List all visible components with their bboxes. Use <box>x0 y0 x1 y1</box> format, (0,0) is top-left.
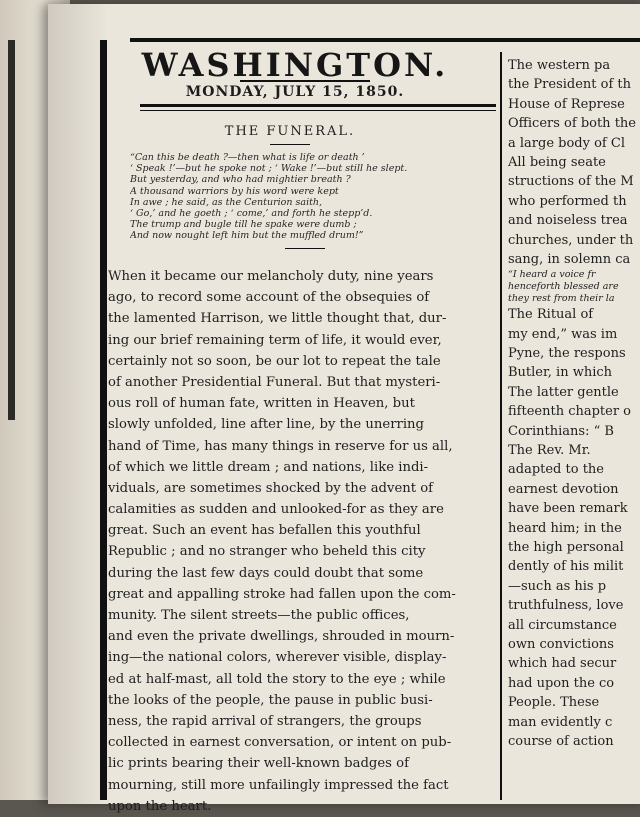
article-title: THE FUNERAL. <box>224 124 356 139</box>
poem-block <box>130 152 500 242</box>
body-line: and even the private dwellings, shrouded in mourn- <box>108 629 455 645</box>
right-line: All being seate <box>508 154 606 170</box>
poem-line: The trump and bugle till he spake were dumb ; <box>130 219 357 231</box>
right-line: sang, in solemn ca <box>508 251 631 267</box>
body-line: mourning, still more unfailingly impressed the fact <box>108 777 449 793</box>
right-line-small: henceforth blessed are <box>508 281 619 293</box>
right-line: The Ritual of <box>508 307 594 323</box>
right-line: dently of his milit <box>508 559 624 575</box>
body-line: munity. The silent streets—the public offices, <box>108 608 410 623</box>
body-line: hand of Time, has many things in reserve for us all, <box>108 438 453 454</box>
body-line: ness, the rapid arrival of strangers, the groups <box>108 713 422 729</box>
body-line: great. Such an event has befallen this youthful <box>108 523 421 539</box>
right-line: who performed th <box>508 193 627 209</box>
body-line: collected in earnest conversation, or intent on pub- <box>108 735 452 751</box>
right-line: structions of the M <box>508 174 634 190</box>
body-line: of another Presidential Funeral. But that mysteri- <box>108 374 441 390</box>
body-line: of which we little dream ; and nations, like indi- <box>108 459 429 475</box>
right-line: heard him; in the <box>508 520 622 536</box>
right-line: truthfulness, love <box>508 598 624 614</box>
right-line: which had secur <box>508 656 617 672</box>
right-line: and noiseless trea <box>508 213 628 229</box>
right-line: a large body of Cl <box>508 135 625 151</box>
body-line: When it became our melancholy duty, nine years <box>108 269 434 284</box>
poem-line: And now nought left him but the muffled drum!” <box>130 230 364 242</box>
right-line: own convictions <box>508 636 614 652</box>
left-column-rule <box>100 40 107 800</box>
body-line: ago, to record some account of the obsequies of <box>108 290 430 306</box>
poem-line: ‘ Speak !’—but he spoke not ; ‘ Wake !’—but still he slept. <box>130 163 408 175</box>
body-line: lic prints bearing their well-known badges of <box>108 756 409 772</box>
right-line: fifteenth chapter o <box>508 404 632 420</box>
body-line: ed at half-mast, all told the story to the eye ; while <box>108 671 446 687</box>
right-line: earnest devotion <box>508 481 619 497</box>
right-line: House of Represe <box>508 96 625 112</box>
body-line: slowly unfolded, line after line, by the unerring <box>108 417 424 433</box>
right-line: have been remark <box>508 501 628 517</box>
masthead-rule-thin <box>140 110 496 111</box>
body-line: calamities as sudden and unlooked-for as they are <box>108 502 444 518</box>
poem-line: But yesterday, and who had mightier breath ? <box>130 174 351 186</box>
right-line: my end,” was im <box>508 326 618 342</box>
poem-line: “Can this be death ?—then what is life or death ’ <box>130 152 365 163</box>
right-line: all circumstance <box>508 617 617 633</box>
right-line: Pyne, the respons <box>508 346 626 362</box>
right-line: Officers of both the <box>508 116 636 132</box>
body-line: ous roll of human fate, written in Heaven, but <box>108 396 415 412</box>
title-divider <box>270 144 310 145</box>
right-line: Butler, in which <box>508 365 613 381</box>
poem-line: In awe ; he said, as the Centurion saith, <box>130 196 323 208</box>
body-line: ing—the national colors, wherever visible, display- <box>108 650 447 666</box>
article-body <box>108 266 498 817</box>
adjacent-page-edge <box>8 40 15 420</box>
right-line: man evidently c <box>508 714 613 730</box>
masthead-title: WASHINGTON. <box>141 46 449 84</box>
body-line: upon the heart. <box>108 798 212 814</box>
right-line: the President of th <box>508 77 632 93</box>
body-line: the looks of the people, the pause in public busi- <box>108 692 433 708</box>
right-line: had upon the co <box>508 675 615 691</box>
right-line: churches, under th <box>508 232 634 248</box>
right-line: People. These <box>508 695 600 711</box>
body-line: Republic ; and no stranger who beheld this city <box>108 544 426 560</box>
poem-line: A thousand warriors by his word were kept <box>130 185 339 197</box>
right-line: adapted to the <box>508 462 604 478</box>
right-line: —such as his p <box>508 578 607 594</box>
right-column <box>508 56 640 751</box>
body-line: certainly not so soon, be our lot to repeat the tale <box>108 353 441 369</box>
poem-line: ‘ Go,’ and he goeth ; ‘ come,’ and forth he stepp’d. <box>130 207 373 219</box>
right-line: The western pa <box>508 58 611 73</box>
right-line-small: “I heard a voice fr <box>508 269 596 281</box>
poem-divider <box>285 248 325 249</box>
right-line: Corinthians: “ B <box>508 423 614 439</box>
right-line: the high personal <box>508 539 624 555</box>
center-column-rule <box>500 52 502 800</box>
body-line: great and appalling stroke had fallen upon the com- <box>108 586 456 602</box>
right-line: The Rev. Mr. <box>508 443 591 459</box>
top-rule <box>130 38 640 42</box>
body-line: ing our brief remaining term of life, it would ever, <box>108 332 442 348</box>
body-line: the lamented Harrison, we little thought that, dur- <box>108 311 447 327</box>
body-line: viduals, are sometimes shocked by the advent of <box>108 480 434 496</box>
dateline: MONDAY, JULY 15, 1850. <box>185 84 405 100</box>
right-line: The latter gentle <box>508 384 619 400</box>
masthead-rule <box>140 104 496 107</box>
right-line-small: they rest from their la <box>508 293 615 305</box>
right-line: course of action <box>508 733 614 749</box>
body-line: during the last few days could doubt that some <box>108 565 424 581</box>
